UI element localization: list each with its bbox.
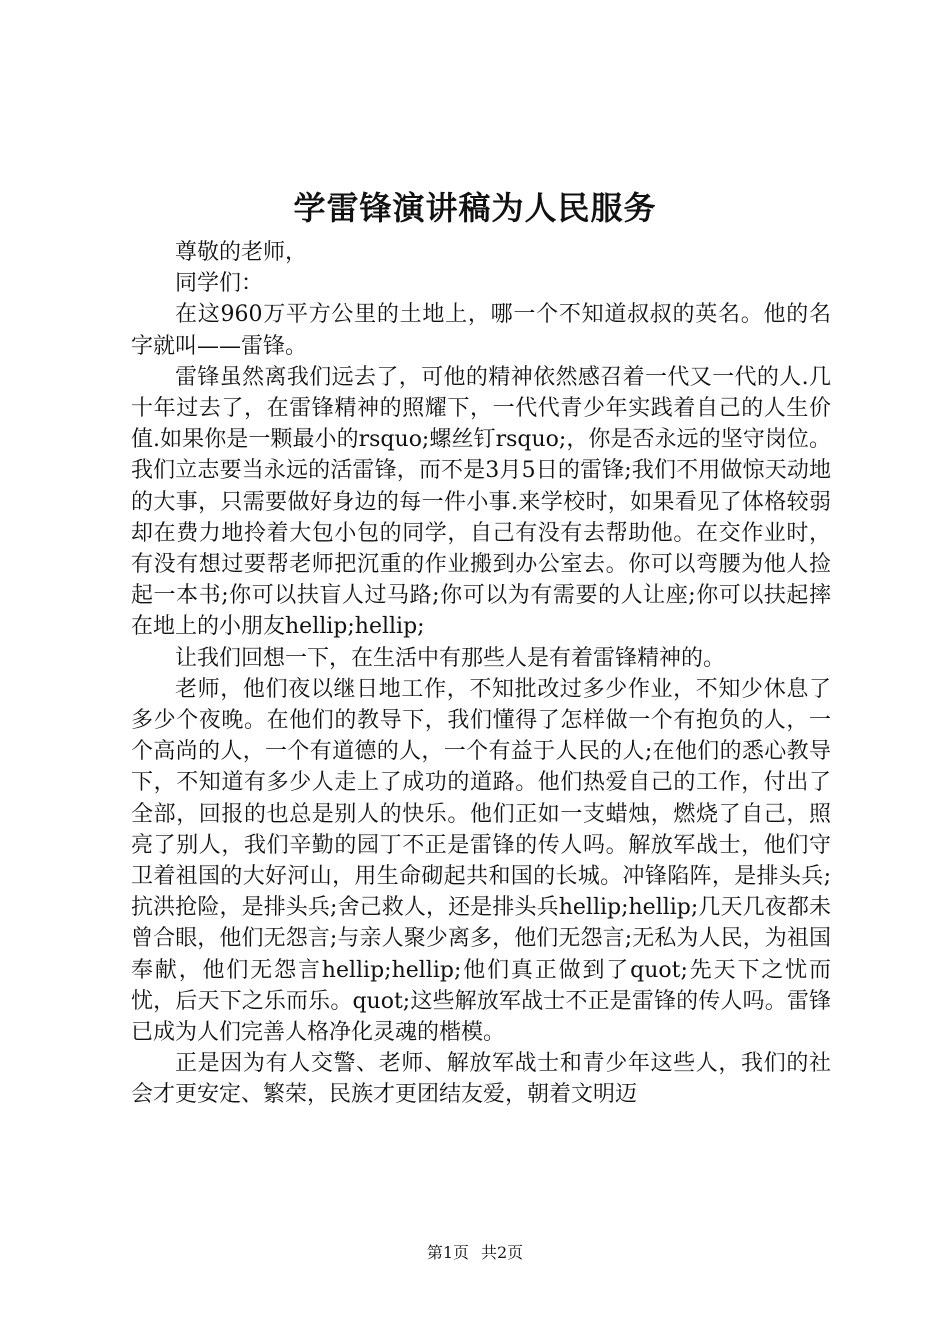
paragraph-teachers-soldiers: 老师，他们夜以继日地工作，不知批改过多少作业，不知少休息了多少个夜晚。在他们的教导下，我们懂得了怎样做一个有抱负的人，一个高尚的人，一个有道德的人，一个有益于人民的人;在他们的悉心教导下，不知道有多少人走上了成功的道路。他们热爱自己的工作，付出了全部，回报的也总是别人的快乐。他们正如一支蜡烛，燃烧了自己，照亮了别人，我们辛勤的园丁不正是雷锋的传人吗。解放军战士，他们守卫着祖国的大好河山，用生命砌起共和国的长城。冲锋陷阵，是排头兵;抗洪抢险，是排头兵;舍己救人，还是排头兵hellip;hellip;几天几夜都未曾合眼，他们无怨言;与亲人聚少离多，他们无怨言;无私为人民，为祖国奉献，他们无怨言hellip;hellip;他们真正做到了quot;先天下之忧而忧，后天下之乐而乐。quot;这些解放军战士不正是雷锋的传人吗。雷锋已成为人们完善人格净化灵魂的楷模。: [131, 676, 831, 1046]
paragraph-intro: 在这960万平方公里的土地上，哪一个不知道叔叔的英名。他的名字就叫——雷锋。: [131, 302, 831, 359]
paragraph-salutation-2: 同学们：: [175, 271, 264, 297]
document-body: [131, 237, 831, 1111]
page-total: 共2页: [481, 1243, 524, 1262]
page-number: 第1页: [426, 1243, 469, 1262]
paragraph-society: 正是因为有人交警、老师、解放军战士和青少年这些人，我们的社会才更安定、繁荣，民族才更团结友爱，朝着文明迈: [131, 1051, 831, 1108]
paragraph-salutation-1: 尊敬的老师，: [175, 240, 308, 265]
paragraph-recall: 让我们回想一下，在生活中有那些人是有着雷锋精神的。: [175, 645, 726, 671]
paragraph-lei-feng-spirit: 雷锋虽然离我们远去了，可他的精神依然感召着一代又一代的人.几十年过去了，在雷锋精神的照耀下，一代代青少年实践着自己的人生价值.如果你是一颗最小的rsquo;螺丝钉rsquo;，你是否永远的坚守岗位。我们立志要当永远的活雷锋，而不是3月5日的雷锋;我们不用做惊天动地的大事，只需要做好身边的每一件小事.来学校时，如果看见了体格较弱却在费力地拎着大包小包的同学，自己有没有去帮助他。在交作业时，有没有想过要帮老师把沉重的作业搬到办公室去。你可以弯腰为他人捡起一本书;你可以扶盲人过马路;你可以为有需要的人让座;你可以扶起摔在地上的小朋友hellip;hellip;: [131, 364, 831, 640]
page-footer: [0, 1242, 950, 1264]
document-title: 学雷锋演讲稿为人民服务: [293, 189, 657, 227]
